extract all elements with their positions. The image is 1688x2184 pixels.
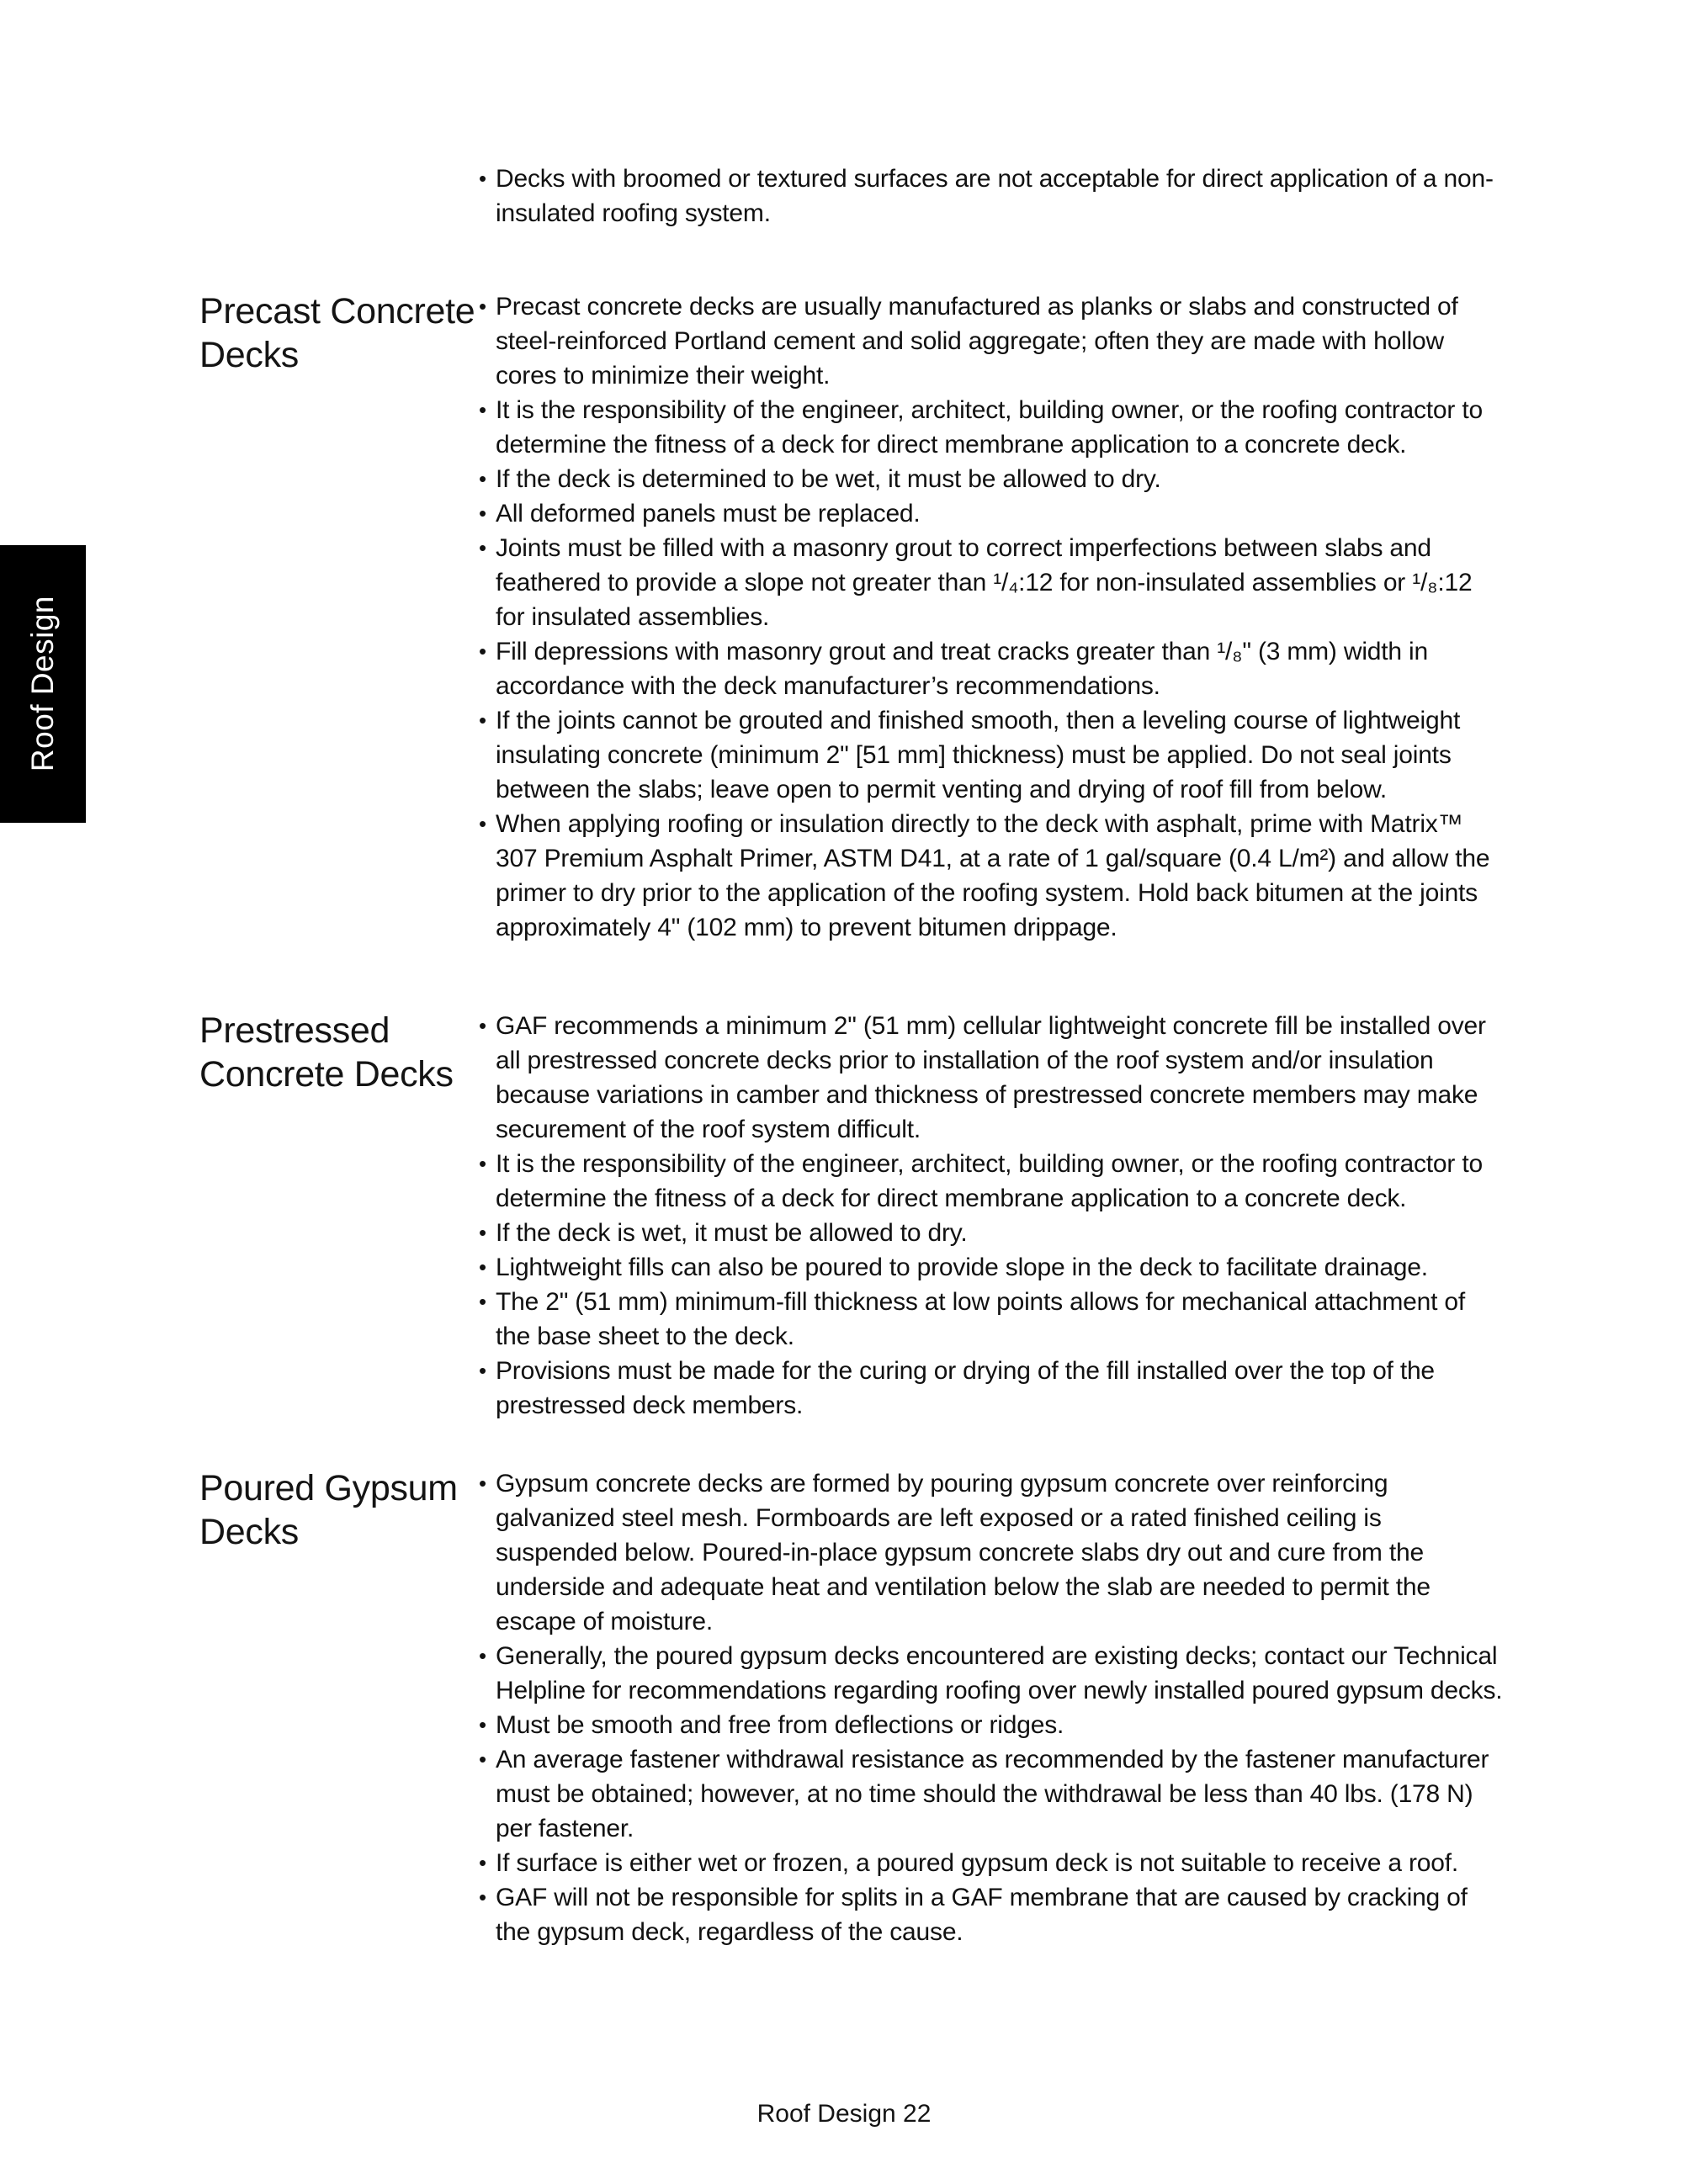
bullet-item: • All deformed panels must be replaced.: [478, 496, 1506, 531]
section-heading: Poured Gypsum Decks: [199, 1468, 458, 1552]
bullet-item: • GAF will not be responsible for splits in a GAF membrane that are caused by cracking of the gypsum deck, regardless of the cause.: [478, 1880, 1506, 1949]
section-prestressed-concrete-decks: [199, 1009, 1512, 1423]
bullet-item: • Generally, the poured gypsum decks encountered are existing decks; contact our Technical Helpline for recommendations regarding roofing over newly installed poured gypsum decks.: [478, 1639, 1506, 1708]
bullet-item: • When applying roofing or insulation directly to the deck with asphalt, prime with Matrix™ 307 Premium Asphalt Primer, ASTM D41, at a rate of 1 gal/square (0.4 L/m²) and allow the primer to dry prior to the application of the roofing system. Hold back bitumen at the joints approximately 4" (102 mm) to prevent bitumen drippage.: [478, 807, 1506, 945]
prestressed-bullet-list: [478, 1009, 1506, 1423]
bullet-item: • If surface is either wet or frozen, a poured gypsum deck is not suitable to receive a roof.: [478, 1846, 1506, 1880]
bullet-item: • The 2" (51 mm) minimum-fill thickness at low points allows for mechanical attachment of the base sheet to the deck.: [478, 1285, 1506, 1354]
chapter-tab: [0, 545, 86, 823]
page-footer: Roof Design 22: [756, 2100, 932, 2128]
bullet-item: • GAF recommends a minimum 2" (51 mm) cellular lightweight concrete fill be installed over all prestressed concrete decks prior to installation of the roof system and/or insulation because variations in camber and thickness of prestressed concrete members may make securement of the roof system difficult.: [478, 1009, 1506, 1147]
section-heading: Prestressed Concrete Decks: [199, 1010, 454, 1095]
bullet-item: • Fill depressions with masonry grout and treat cracks greater than ¹/₈" (3 mm) width in accordance with the deck manufacturer’s recommendations.: [478, 634, 1506, 703]
section-heading: Precast Concrete Decks: [199, 291, 475, 375]
bullet-item: • Joints must be filled with a masonry grout to correct imperfections between slabs and feathered to provide a slope not greater than ¹/₄:12 for non-insulated assemblies or ¹/₈:12 for insulated assemblies.: [478, 531, 1506, 634]
bullet-item: • Must be smooth and free from deflections or ridges.: [478, 1708, 1506, 1742]
bullet-item: • Provisions must be made for the curing or drying of the fill installed over the top of the prestressed deck members.: [478, 1354, 1506, 1423]
bullet-item: • It is the responsibility of the engineer, architect, building owner, or the roofing contractor to determine the fitness of a deck for direct membrane application to a concrete deck.: [478, 393, 1506, 462]
page-content: [199, 162, 1512, 1949]
section-intro: [199, 162, 1512, 231]
section-poured-gypsum-decks: [199, 1466, 1512, 1949]
section-precast-concrete-decks: [199, 289, 1512, 945]
bullet-item: • If the deck is determined to be wet, it must be allowed to dry.: [478, 462, 1506, 496]
bullet-item: • Gypsum concrete decks are formed by pouring gypsum concrete over reinforcing galvanized steel mesh. Formboards are left exposed or a rated finished ceiling is suspended below. Poured-in-place gypsum concrete slabs dry out and cure from the underside and adequate heat and ventilation below the slab are needed to permit the escape of moisture.: [478, 1466, 1506, 1639]
gypsum-bullet-list: [478, 1466, 1506, 1949]
bullet-item: • Lightweight fills can also be poured to provide slope in the deck to facilitate drainage.: [478, 1250, 1506, 1285]
bullet-item: • If the deck is wet, it must be allowed to dry.: [478, 1216, 1506, 1250]
bullet-item: • An average fastener withdrawal resistance as recommended by the fastener manufacturer must be obtained; however, at no time should the withdrawal be less than 40 lbs. (178 N) per fastener.: [478, 1742, 1506, 1846]
bullet-item: • Precast concrete decks are usually manufactured as planks or slabs and constructed of steel-reinforced Portland cement and solid aggregate; often they are made with hollow cores to minimize their weight.: [478, 289, 1506, 393]
bullet-item: • It is the responsibility of the engineer, architect, building owner, or the roofing contractor to determine the fitness of a deck for direct membrane application to a concrete deck.: [478, 1147, 1506, 1216]
chapter-tab-label: Roof Design: [25, 596, 60, 772]
bullet-item: • Decks with broomed or textured surfaces are not acceptable for direct application of a non-insulated roofing system.: [478, 162, 1506, 231]
bullet-item: • If the joints cannot be grouted and finished smooth, then a leveling course of lightweight insulating concrete (minimum 2" [51 mm] thickness) must be applied. Do not seal joints between the slabs; leave open to permit venting and drying of roof fill from below.: [478, 703, 1506, 807]
intro-bullet-list: [478, 162, 1506, 231]
precast-bullet-list: [478, 289, 1506, 945]
